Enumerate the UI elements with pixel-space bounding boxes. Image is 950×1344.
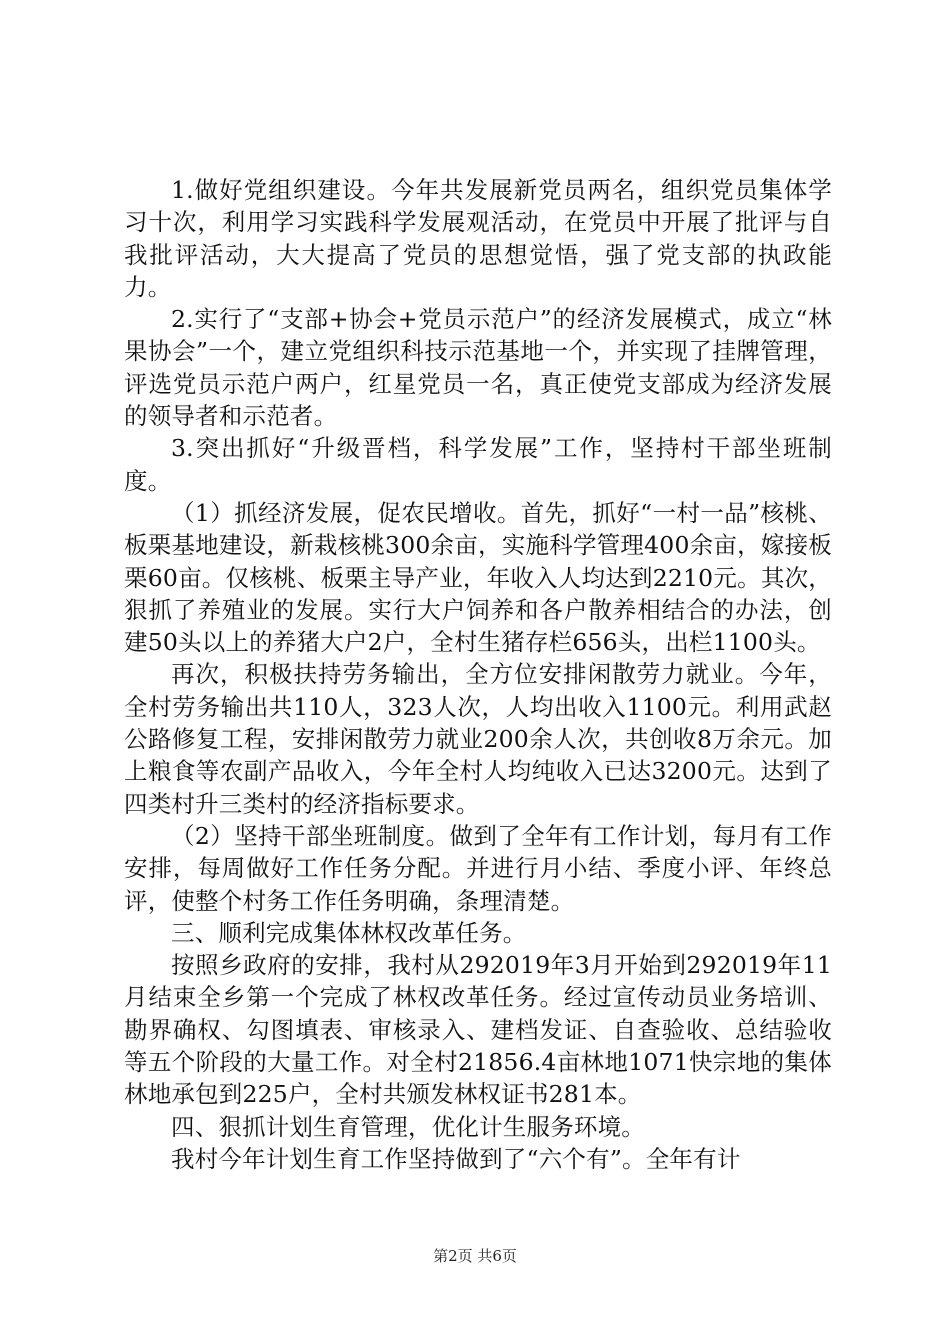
paragraph-3: 3.突出抓好“升级晋档，科学发展”工作，坚持村干部坐班制度。 bbox=[124, 434, 832, 495]
section-heading-3: 三、顺利完成集体林权改革任务。 bbox=[171, 918, 527, 947]
paragraph-5: 再次，积极扶持劳务输出，全方位安排闲散劳力就业。今年，全村劳务输出共110人，323人次，人均出收入1100元。利用武赵公路修复工程，安排闲散劳力就业200余人次，共创收8万余元。加上粮食等农副产品收入，今年全村人均纯收入已达3200元。达到了四类村升三类村的经济指标要求。 bbox=[124, 660, 832, 818]
paragraph-6: （2）坚持干部坐班制度。做到了全年有工作计划，每月有工作安排，每周做好工作任务分配。并进行月小结、季度小评、年终总评，使整个村务工作任务明确，条理清楚。 bbox=[124, 821, 832, 915]
paragraph-1: 1.做好党组织建设。今年共发展新党员两名，组织党员集体学习十次，利用学习实践科学发展观活动，在党员中开展了批评与自我批评活动，大大提高了党员的思想觉悟，强了党支部的执政能力。 bbox=[124, 176, 832, 301]
document-body bbox=[124, 174, 832, 1175]
page-footer: 第2页 共6页 bbox=[433, 1247, 517, 1265]
section-heading-4: 四、狠抓计划生育管理，优化计生服务环境。 bbox=[171, 1112, 645, 1141]
paragraph-2: 2.实行了“支部+协会+党员示范户”的经济发展模式，成立“林果协会”一个，建立党组织科技示范基地一个，并实现了挂牌管理，评选党员示范户两户，红星党员一名，真正使党支部成为经济发展的领导者和示范者。 bbox=[124, 305, 832, 431]
paragraph-8: 我村今年计划生育工作坚持做到了“六个有”。全年有计 bbox=[171, 1144, 741, 1173]
paragraph-4: （1）抓经济发展，促农民增收。首先，抓好“一村一品”核桃、板栗基地建设，新栽核桃300余亩，实施科学管理400余亩，嫁接板栗60亩。仅核桃、板栗主导产业，年收入人均达到2210元。其次，狠抓了养殖业的发展。实行大户饲养和各户散养相结合的办法，创建50头以上的养猪大户2户，全村生猪存栏656头，出栏1100头。 bbox=[124, 498, 832, 657]
paragraph-7: 按照乡政府的安排，我村从292019年3月开始到292019年11月结束全乡第一个完成了林权改革任务。经过宣传动员业务培训、勘界确权、勾图填表、审核录入、建档发证、自查验收、总结验收等五个阶段的大量工作。对全村21856.4亩林地1071快宗地的集体林地承包到225户，全村共颁发林权证书281本。 bbox=[124, 951, 832, 1109]
